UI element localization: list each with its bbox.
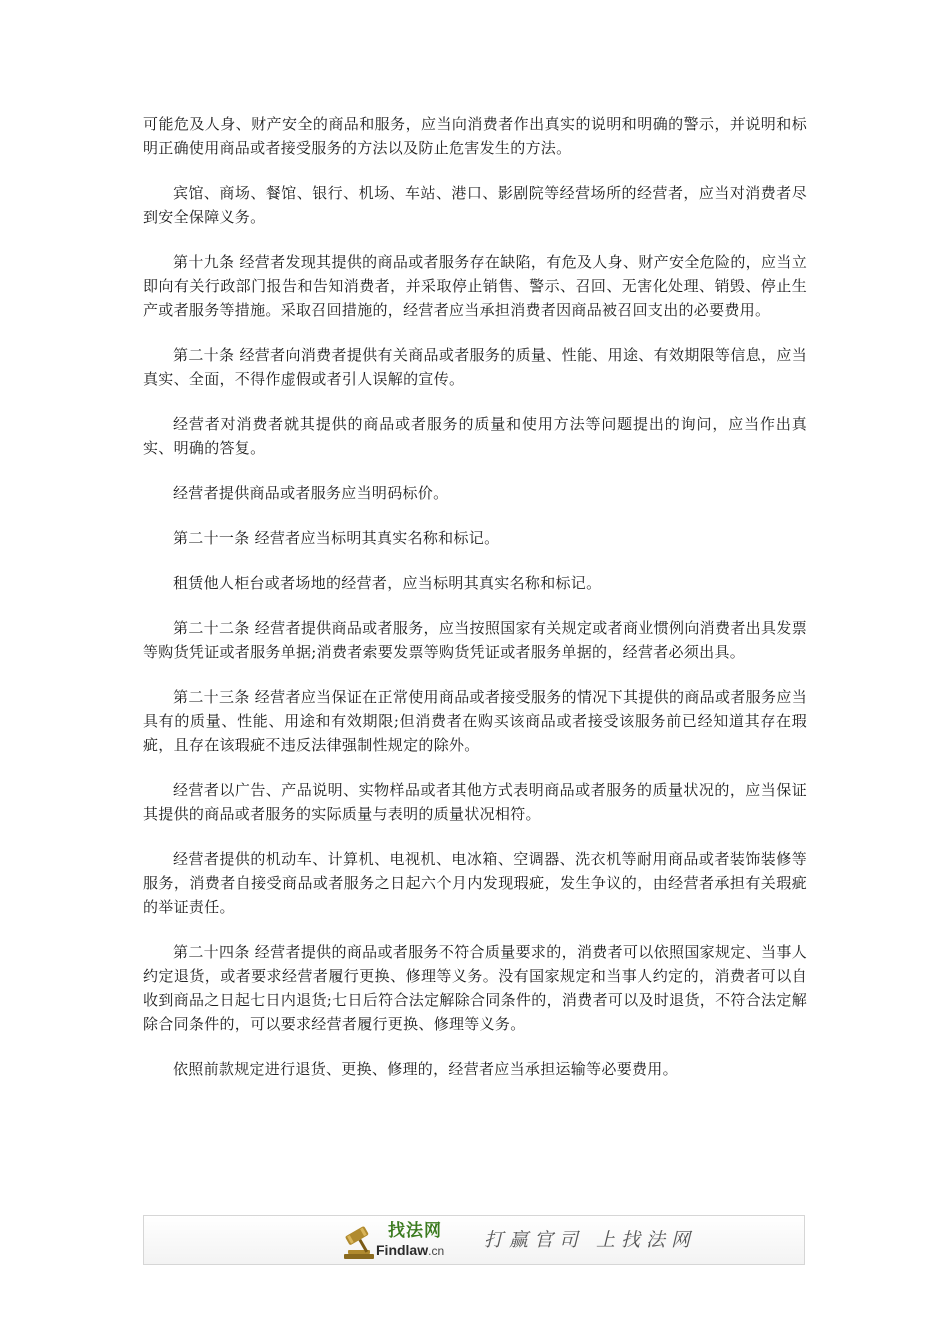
paragraph: 租赁他人柜台或者场地的经营者，应当标明其真实名称和标记。 xyxy=(173,574,602,592)
paragraph-article-24: 第二十四条 经营者提供的商品或者服务不符合质量要求的，消费者可以依照国家规定、当事人约定退货，或者要求经营者履行更换、修理等义务。没有国家规定和当事人约定的，消费者可以自收到商品之日起七日内退货;七日后符合法定解除合同条件的，消费者可以及时退货，不符合法定解除合同条件的，可以要求经营者履行更换、修理等义务。 xyxy=(143,943,807,1033)
paragraph: 经营者对消费者就其提供的商品或者服务的质量和使用方法等问题提出的询问，应当作出真实、明确的答复。 xyxy=(143,415,807,457)
paragraph-article-22: 第二十二条 经营者提供商品或者服务，应当按照国家有关规定或者商业惯例向消费者出具发票等购货凭证或者服务单据;消费者索要发票等购货凭证或者服务单据的，经营者必须出具。 xyxy=(143,619,807,661)
paragraph: 可能危及人身、财产安全的商品和服务，应当向消费者作出真实的说明和明确的警示，并说明和标明正确使用商品或者接受服务的方法以及防止危害发生的方法。 xyxy=(143,115,807,157)
paragraph: 经营者提供商品或者服务应当明码标价。 xyxy=(173,484,449,502)
paragraph-article-19: 第十九条 经营者发现其提供的商品或者服务存在缺陷，有危及人身、财产安全危险的，应当立即向有关行政部门报告和告知消费者，并采取停止销售、警示、召回、无害化处理、销毁、停止生产或者服务等措施。采取召回措施的，经营者应当承担消费者因商品被召回支出的必要费用。 xyxy=(143,253,807,319)
paragraph-article-23: 第二十三条 经营者应当保证在正常使用商品或者接受服务的情况下其提供的商品或者服务应当具有的质量、性能、用途和有效期限;但消费者在购买该商品或者接受该服务前已经知道其存在瑕疵，且存在该瑕疵不违反法律强制性规定的除外。 xyxy=(143,688,807,754)
banner-slogan: 打赢官司 上找法网 xyxy=(484,1229,697,1251)
paragraph: 经营者以广告、产品说明、实物样品或者其他方式表明商品或者服务的质量状况的，应当保证其提供的商品或者服务的实际质量与表明的质量状况相符。 xyxy=(143,781,807,823)
paragraph: 经营者提供的机动车、计算机、电视机、电冰箱、空调器、洗衣机等耐用商品或者装饰装修等服务，消费者自接受商品或者服务之日起六个月内发现瑕疵，发生争议的，由经营者承担有关瑕疵的举证责任。 xyxy=(143,850,807,916)
findlaw-logo[interactable] xyxy=(340,1221,480,1261)
logo-domain-text: Findlaw.cn xyxy=(376,1242,445,1258)
logo-chinese-text: 找法网 xyxy=(388,1221,442,1241)
paragraph: 宾馆、商场、餐馆、银行、机场、车站、港口、影剧院等经营场所的经营者，应当对消费者尽到安全保障义务。 xyxy=(143,184,807,226)
paragraph-article-21: 第二十一条 经营者应当标明其真实名称和标记。 xyxy=(173,529,500,547)
paragraph-article-20: 第二十条 经营者向消费者提供有关商品或者服务的质量、性能、用途、有效期限等信息，应当真实、全面，不得作虚假或者引人误解的宣传。 xyxy=(143,346,807,388)
findlaw-banner[interactable] xyxy=(143,1215,805,1265)
document-body xyxy=(143,112,807,1102)
paragraph: 依照前款规定进行退货、更换、修理的，经营者应当承担运输等必要费用。 xyxy=(173,1060,678,1078)
